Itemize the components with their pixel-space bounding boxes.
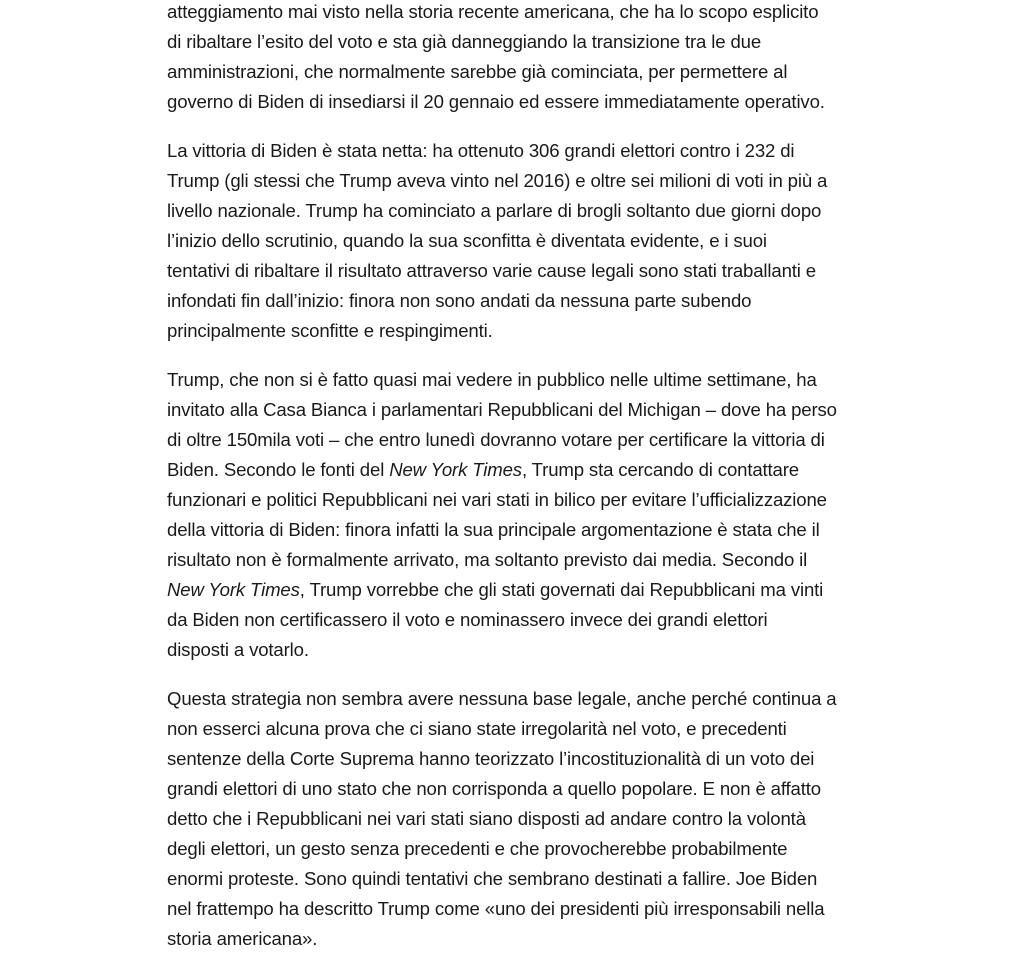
paragraph-line	[167, 226, 867, 256]
text-segment: funzionari e politici Repubblicani nei vari stati in bilico per evitare l’ufficializzazione	[167, 489, 827, 510]
text-segment: della vittoria di Biden: finora infatti la sua principale argomentazione è stata che il	[167, 519, 820, 540]
paragraph-line	[167, 894, 867, 924]
paragraph-line	[167, 804, 867, 834]
text-segment: tentativi di ribaltare il risultato attraverso varie cause legali sono stati traballanti e	[167, 260, 816, 281]
text-segment: enormi proteste. Sono quindi tentativi che sembrano destinati a fallire. Joe Biden	[167, 868, 818, 889]
paragraph-line	[167, 744, 867, 774]
text-segment: infondati fin dall’inizio: finora non sono andati da nessuna parte subendo	[167, 290, 752, 311]
text-segment: Questa strategia non sembra avere nessuna base legale, anche perché continua a	[167, 688, 837, 709]
paragraph-line	[167, 286, 867, 316]
paragraph-line	[167, 635, 867, 665]
text-segment: invitato alla Casa Bianca i parlamentari Repubblicani del Michigan – dove ha perso	[167, 399, 837, 420]
paragraph-line	[167, 27, 867, 57]
paragraph-line	[167, 834, 867, 864]
paragraph-line	[167, 136, 867, 166]
text-segment: grandi elettori di uno stato che non corrisponda a quello popolare. E non è affatto	[167, 778, 821, 799]
paragraph-line	[167, 365, 867, 395]
text-segment: , Trump sta cercando di contattare	[521, 459, 799, 480]
paragraph-line	[167, 774, 867, 804]
paragraph-line	[167, 684, 867, 714]
text-segment: da Biden non certificassero il voto e nominassero invece dei grandi elettori	[167, 609, 768, 630]
text-segment: l’inizio dello scrutinio, quando la sua sconfitta è diventata evidente, e i suoi	[167, 230, 767, 251]
text-segment: Biden. Secondo le fonti del	[167, 459, 390, 480]
text-segment: disposti a votarlo.	[167, 639, 309, 660]
text-segment: risultato non è formalmente arrivato, ma soltanto previsto dai media. Secondo il	[167, 549, 808, 570]
paragraph-line	[167, 515, 867, 545]
paragraph-line	[167, 166, 867, 196]
paragraph-line	[167, 395, 867, 425]
text-segment: di oltre 150mila voti – che entro lunedì dovranno votare per certificare la vittoria di	[167, 429, 825, 450]
paragraph-line	[167, 256, 867, 286]
paragraph-line	[167, 714, 867, 744]
text-segment: storia americana».	[167, 928, 318, 949]
text-segment: Trump, che non si è fatto quasi mai vedere in pubblico nelle ultime settimane, ha	[167, 369, 817, 390]
text-segment: amministrazioni, che normalmente sarebbe già cominciata, per permettere al	[167, 61, 788, 82]
article-body	[167, 0, 867, 973]
article-paragraph	[167, 136, 867, 346]
publication-name: New York Times	[167, 579, 300, 600]
paragraph-line	[167, 864, 867, 894]
paragraph-line	[167, 57, 867, 87]
paragraph-line	[167, 455, 867, 485]
paragraph-line	[167, 196, 867, 226]
text-segment: di ribaltare l’esito del voto e sta già danneggiando la transizione tra le due	[167, 31, 762, 52]
text-segment: principalmente sconfitte e respingimenti.	[167, 320, 493, 341]
paragraph-line	[167, 605, 867, 635]
text-segment: La vittoria di Biden è stata netta: ha ottenuto 306 grandi elettori contro i 232 di	[167, 140, 795, 161]
text-segment: , Trump vorrebbe che gli stati governati dai Repubblicani ma vinti	[299, 579, 824, 600]
paragraph-line	[167, 425, 867, 455]
text-segment: governo di Biden di insediarsi il 20 gennaio ed essere immediatamente operativo.	[167, 91, 825, 112]
article-paragraph	[167, 684, 867, 954]
text-segment: sentenze della Corte Suprema hanno teorizzato l’incostituzionalità di un voto dei	[167, 748, 815, 769]
paragraph-line	[167, 87, 867, 117]
text-segment: nel frattempo ha descritto Trump come «uno dei presidenti più irresponsabili nella	[167, 898, 825, 919]
paragraph-line	[167, 924, 867, 954]
text-segment: degli elettori, un gesto senza precedenti e che provocherebbe probabilmente	[167, 838, 788, 859]
paragraph-line	[167, 575, 867, 605]
paragraph-line	[167, 485, 867, 515]
paragraph-line	[167, 0, 867, 27]
text-segment: livello nazionale. Trump ha cominciato a parlare di brogli soltanto due giorni dopo	[167, 200, 822, 221]
text-segment: Trump (gli stessi che Trump aveva vinto nel 2016) e oltre sei milioni di voti in più a	[167, 170, 828, 191]
publication-name: New York Times	[389, 459, 522, 480]
article-paragraph	[167, 365, 867, 665]
paragraph-line	[167, 545, 867, 575]
text-segment: non esserci alcuna prova che ci siano state irregolarità nel voto, e precedenti	[167, 718, 787, 739]
text-segment: detto che i Repubblicani nei vari stati siano disposti ad andare contro la volontà	[167, 808, 806, 829]
text-segment: atteggiamento mai visto nella storia recente americana, che ha lo scopo esplicito	[167, 1, 819, 22]
article-paragraph	[167, 0, 867, 117]
paragraph-line	[167, 316, 867, 346]
